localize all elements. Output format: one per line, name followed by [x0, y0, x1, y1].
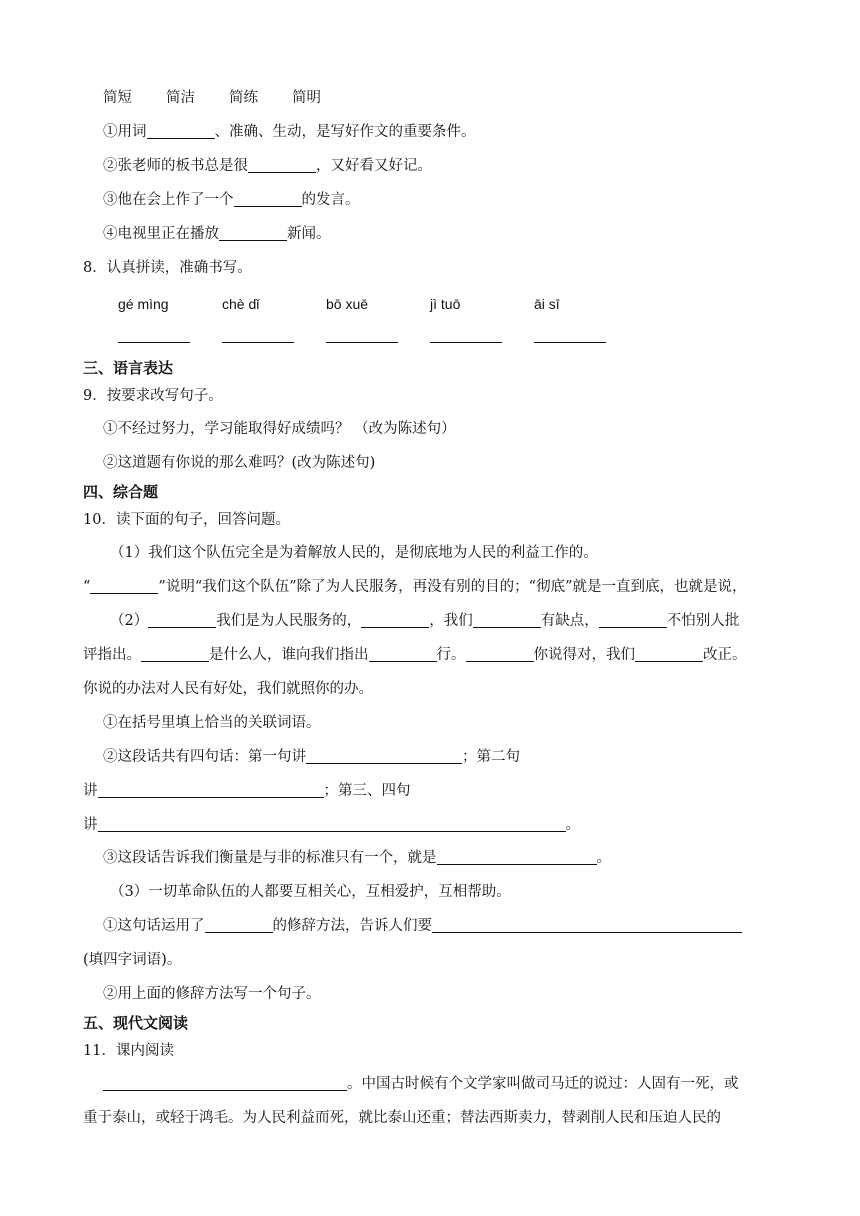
answer-blank[interactable] [148, 613, 216, 628]
choice-2: 简洁 [166, 90, 195, 106]
q7-sentence-4: ④电视里正在播放 新闻。 [103, 226, 331, 242]
answer-blank[interactable] [432, 918, 742, 933]
q10-subquestion-1: ①在括号里填上恰当的关联词语。 [103, 715, 321, 731]
q9-sentence-2: ②这道题有你说的那么难吗？(改为陈述句) [103, 455, 376, 471]
pinyin-answer-blank[interactable] [534, 342, 606, 343]
answer-blank[interactable] [98, 817, 566, 832]
q10-rhetoric-question-2: ②用上面的修辞方法写一个句子。 [103, 986, 321, 1002]
q10-rhetoric-question-1-end: (填四字词语)。 [83, 952, 182, 968]
q10-subquestion-2-end: 讲 。 [83, 817, 580, 833]
answer-blank[interactable] [103, 1076, 347, 1091]
q10-passage-2-line-1: （2） 我们是为人民服务的， ，我们 有缺点， 不怕别人批 [110, 613, 740, 629]
pinyin-answer-blank[interactable] [222, 342, 294, 343]
pinyin-1: gé mìng [118, 296, 169, 312]
answer-blank[interactable] [306, 749, 462, 764]
choice-4: 简明 [292, 90, 321, 106]
q11-passage-line-2: 重于泰山，或轻于鸿毛。为人民利益而死，就比泰山还重；替法西斯卖力，替剥削人民和压迫人民的 [83, 1110, 721, 1126]
pinyin-2: chè dǐ [222, 296, 260, 312]
answer-blank[interactable] [219, 226, 287, 241]
pinyin-5: āi sī [534, 296, 560, 312]
q7-sentence-3: ③他在会上作了一个 的发言。 [103, 192, 360, 208]
answer-blank[interactable] [369, 647, 437, 662]
answer-blank[interactable] [90, 579, 158, 594]
q7-sentence-1: ①用词 、准确、生动，是写好作文的重要条件。 [103, 124, 476, 140]
pinyin-4: jì tuō [430, 296, 461, 312]
word-choices [103, 88, 355, 108]
pinyin-answer-blank[interactable] [326, 342, 398, 343]
answer-blank[interactable] [437, 850, 597, 865]
answer-blank[interactable] [234, 192, 302, 207]
section-heading: 四、综合题 [83, 483, 159, 501]
q10-passage-2-line-3: 你说的办法对人民有好处，我们就照你的办。 [83, 681, 373, 697]
choice-3: 简练 [229, 90, 258, 106]
q10-rhetoric-question-1: ①这句话运用了 的修辞方法，告诉人们要 [103, 916, 742, 936]
q10-passage-1-question: “ ”说明“我们这个队伍”除了为人民服务，再没有别的目的；“彻底”就是一直到底，也就是说， [83, 579, 747, 595]
q7-sentence-2: ②张老师的板书总是很 ，又好看又好记。 [103, 158, 432, 174]
section-heading: 五、现代文阅读 [83, 1014, 189, 1032]
section-heading: 三、语言表达 [83, 359, 174, 377]
q9-sentence-1: ①不经过努力，学习能取得好成绩吗？ （改为陈述句） [103, 421, 456, 437]
pinyin-3: bō xuē [326, 296, 369, 312]
q10-passage-3: （3）一切革命队伍的人都要互相关心，互相爱护，互相帮助。 [110, 884, 511, 900]
q8-prompt: 8．认真拼读，准确书写。 [83, 260, 252, 276]
pinyin-answer-blank[interactable] [118, 342, 190, 343]
answer-blank[interactable] [599, 613, 667, 628]
answer-blank[interactable] [248, 158, 316, 173]
q10-passage-2-line-2: 评指出。 是什么人，谁向我们指出 行。 你说得对，我们 改正。 [83, 647, 747, 663]
answer-blank[interactable] [466, 647, 534, 662]
choice-1: 简短 [103, 90, 132, 106]
answer-blank[interactable] [361, 613, 429, 628]
q10-subquestion-3: ③这段话告诉我们衡量是与非的标准只有一个，就是 。 [103, 850, 611, 866]
q10-prompt: 10．读下面的句子，回答问题。 [83, 512, 290, 528]
answer-blank[interactable] [147, 124, 215, 139]
q11-passage-line-1: 。中国古时候有个文学家叫做司马迁的说过：人固有一死，或 [103, 1074, 739, 1094]
answer-blank[interactable] [205, 918, 273, 933]
answer-blank[interactable] [635, 647, 703, 662]
pinyin-answer-blank[interactable] [430, 342, 502, 343]
q11-prompt: 11．课内阅读 [83, 1043, 174, 1059]
q9-prompt: 9．按要求改写句子。 [83, 388, 223, 404]
answer-blank[interactable] [98, 783, 324, 798]
q10-subquestion-2-cont: 讲 ；第三、四句 [83, 783, 411, 799]
answer-blank[interactable] [473, 613, 541, 628]
answer-blank[interactable] [141, 647, 209, 662]
q10-passage-1: （1）我们这个队伍完全是为着解放人民的，是彻底地为人民的利益工作的。 [110, 545, 598, 561]
q10-subquestion-2: ②这段话共有四句话：第一句讲 ；第二句 [103, 749, 520, 765]
